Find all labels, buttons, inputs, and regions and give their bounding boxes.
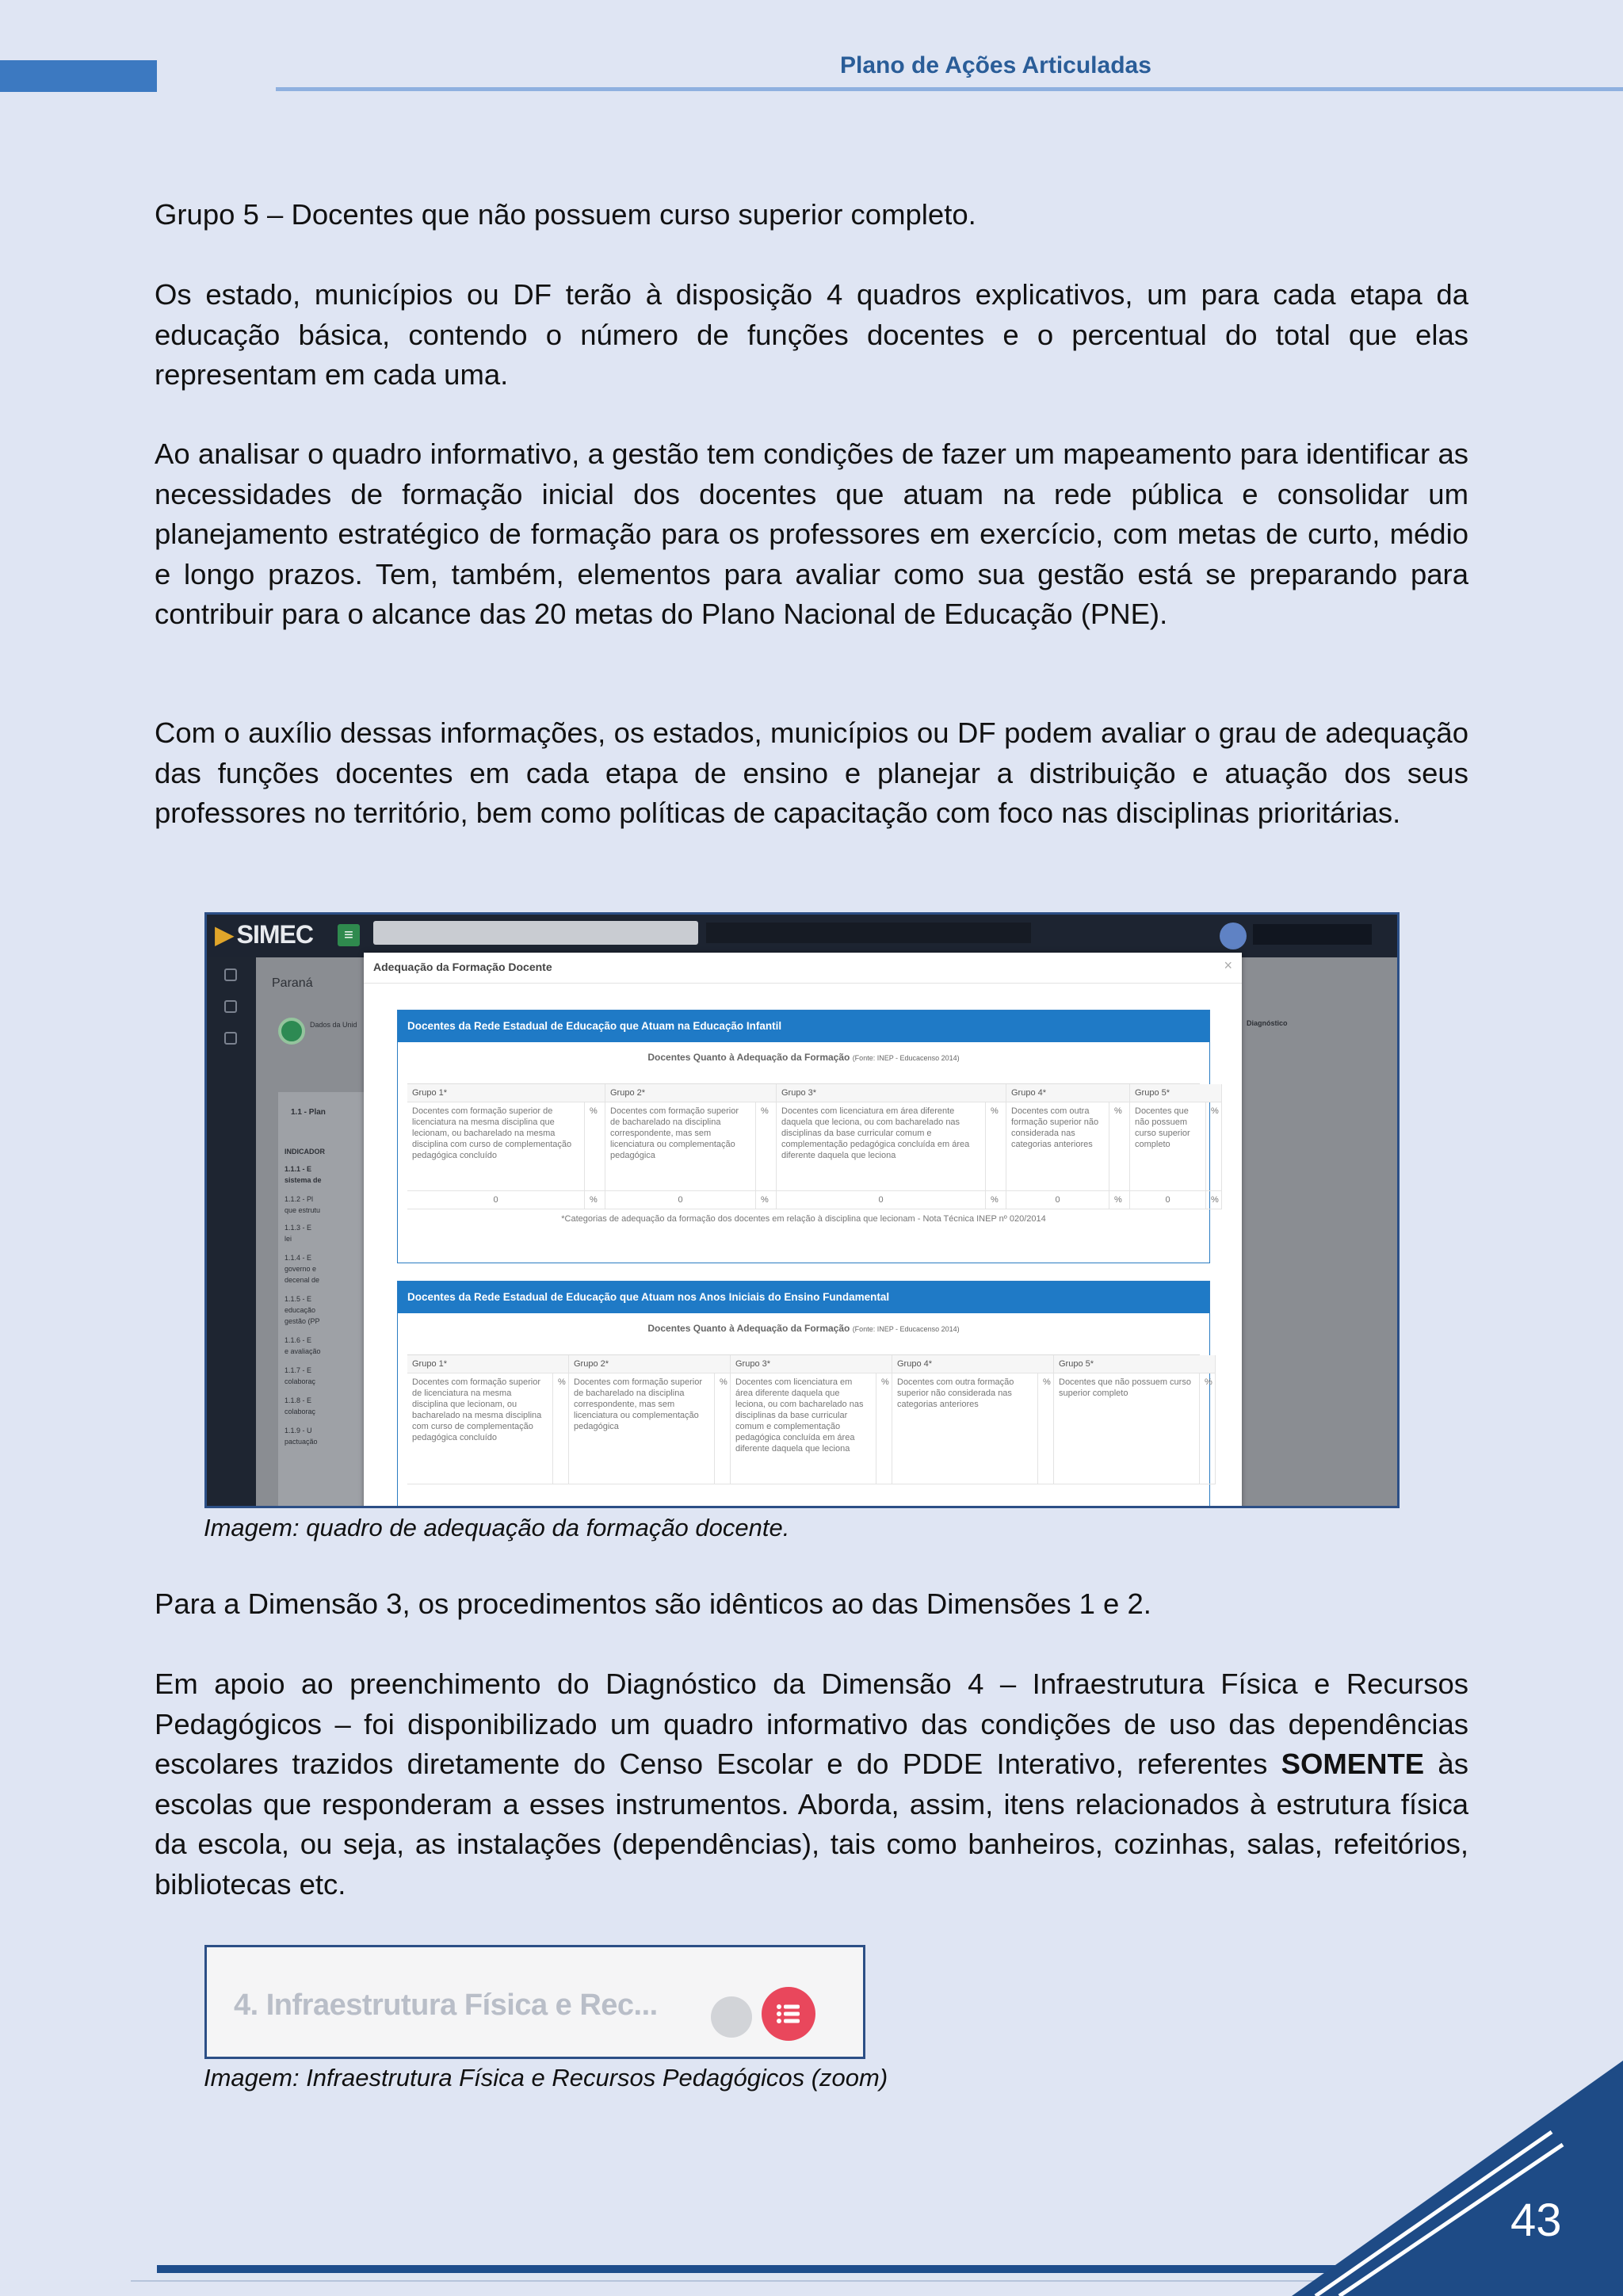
table-cell: Docentes que não possuem curso superior completo bbox=[1054, 1373, 1200, 1484]
figure-2-caption: Imagem: Infraestrutura Física e Recursos Pedagógicos (zoom) bbox=[204, 2064, 888, 2092]
bg-item: 1.1.3 - E bbox=[285, 1224, 312, 1232]
bg-item: governo e bbox=[285, 1265, 317, 1273]
bg-item: 1.1 - Plan bbox=[291, 1108, 326, 1117]
bg-item: que estrutu bbox=[285, 1206, 321, 1214]
paragraph-5: Para a Dimensão 3, os procedimentos são idênticos ao das Dimensões 1 e 2. bbox=[155, 1587, 1151, 1620]
bg-item: 1.1.6 - E bbox=[285, 1336, 312, 1344]
bg-item: 1.1.4 - E bbox=[285, 1254, 312, 1262]
table-cell: % bbox=[585, 1191, 605, 1209]
table-header: Grupo 3* bbox=[731, 1355, 892, 1373]
bg-item: 1.1.2 - Pl bbox=[285, 1195, 314, 1203]
step-label: Dados da Unid bbox=[310, 1021, 357, 1029]
bg-item: pactuação bbox=[285, 1438, 318, 1446]
table-header: Grupo 2* bbox=[569, 1355, 731, 1373]
paragraph-4: Com o auxílio dessas informações, os estados, municípios ou DF podem avaliar o grau de adequação das funções docentes em cada etapa de ensino e planejar a distribuição e atuação dos seus professores no território, bem como políticas de capacitação com foco nas disciplinas prioritárias. bbox=[155, 716, 1468, 829]
table-cell: Docentes com licenciatura em área diferente daquela que leciona, ou com bacharelado nas disciplinas da base curricular comum e complementação pedagógica concluída em área diferente daquela que leciona bbox=[731, 1373, 876, 1484]
table-cell: % bbox=[1109, 1191, 1130, 1209]
table-header: Grupo 3* bbox=[777, 1084, 1006, 1102]
simec-logo: ▶ SIMEC bbox=[215, 920, 313, 949]
table-footnote: *Categorias de adequação da formação dos docentes em relação à disciplina que lecionam - Nota Técnica INEP nº 020/2014 bbox=[561, 1214, 1046, 1224]
panel-subtitle: Docentes Quanto à Adequação da Formação (Fonte: INEP - Educacenso 2014) bbox=[647, 1323, 960, 1334]
table-cell: % bbox=[756, 1102, 777, 1191]
table-cell: % bbox=[986, 1191, 1006, 1209]
table-cell: Docentes com formação superior de licenciatura na mesma disciplina que lecionam, ou bacharelado na mesma disciplina com curso de complementação pedagógica concluído bbox=[407, 1373, 553, 1484]
table-value: 0 bbox=[605, 1191, 756, 1209]
panel-subtitle: Docentes Quanto à Adequação da Formação (Fonte: INEP - Educacenso 2014) bbox=[647, 1052, 960, 1063]
bg-item: INDICADOR bbox=[285, 1148, 325, 1156]
table-header: Grupo 5* bbox=[1054, 1355, 1216, 1373]
paragraph-2: Os estado, municípios ou DF terão à disposição 4 quadros explicativos, um para cada etapa da educação básica, contendo o número de funções docentes e o percentual do total que elas representam em cada uma. bbox=[155, 278, 1468, 391]
bg-item: gestão (PP bbox=[285, 1317, 320, 1325]
bg-item: 1.1.1 - E bbox=[285, 1165, 312, 1173]
table-cell: % bbox=[715, 1373, 731, 1484]
table-cell: % bbox=[986, 1102, 1006, 1191]
page-number: 43 bbox=[1510, 2195, 1562, 2246]
figure-1-caption: Imagem: quadro de adequação da formação docente. bbox=[204, 1514, 790, 1541]
paragraph-6: Em apoio ao preenchimento do Diagnóstico da Dimensão 4 – Infraestrutura Física e Recursos Pedagógicos – foi disponibilizado um quadro informativo das condições de uso das dependências escolares trazidos diretamente do Censo Escolar e do PDDE Interativo, referentes SOMENTE às escolas que responderam a esses instrumentos. Aborda, assim, itens relacionados à estrutura física da escola, ou seja, as instalações (dependências), tais como banheiros, cozinhas, salas, refeitórios, bibliotecas etc. bbox=[155, 1668, 1468, 1901]
table-cell: Docentes com outra formação superior não considerada nas categorias anteriores bbox=[892, 1373, 1038, 1484]
bg-item: colaboraç bbox=[285, 1408, 316, 1415]
bg-item: 1.1.5 - E bbox=[285, 1295, 312, 1303]
table-cell: % bbox=[1200, 1373, 1216, 1484]
bg-item: 1.1.7 - E bbox=[285, 1366, 312, 1374]
panel-header: Docentes da Rede Estadual de Educação que Atuam na Educação Infantil bbox=[398, 1010, 1209, 1042]
bg-item: lei bbox=[285, 1235, 292, 1243]
table-value: 0 bbox=[407, 1191, 585, 1209]
state-title: Paraná bbox=[272, 976, 313, 990]
table-cell: Docentes com licenciatura em área diferente daquela que leciona, ou com bacharelado nas disciplinas da base curricular comum e complementação pedagógica concluída em área diferente daquela que leciona bbox=[777, 1102, 986, 1191]
paragraph-1: Grupo 5 – Docentes que não possuem curso superior completo. bbox=[155, 198, 976, 231]
table-cell: % bbox=[1206, 1102, 1222, 1191]
table-cell: % bbox=[553, 1373, 569, 1484]
panel-header: Docentes da Rede Estadual de Educação que Atuam nos Anos Iniciais do Ensino Fundamental bbox=[398, 1282, 1209, 1313]
table-header: Grupo 2* bbox=[605, 1084, 777, 1102]
dimension-label[interactable]: 4. Infraestrutura Física e Rec... bbox=[234, 1988, 658, 2022]
table-cell: % bbox=[1109, 1102, 1130, 1191]
modal-title: Adequação da Formação Docente bbox=[373, 961, 552, 973]
table-cell: Docentes que não possuem curso superior completo bbox=[1130, 1102, 1206, 1191]
bg-item: e avaliação bbox=[285, 1347, 321, 1355]
table-header: Grupo 1* bbox=[407, 1355, 569, 1373]
table-value: 0 bbox=[1006, 1191, 1109, 1209]
bg-item: sistema de bbox=[285, 1176, 322, 1184]
table-cell: Docentes com formação superior de bacharelado na disciplina correspondente, mas sem licenciatura ou complementação pedagógica bbox=[605, 1102, 756, 1191]
table-cell: Docentes com formação superior de bacharelado na disciplina correspondente, mas sem licenciatura ou complementação pedagógica bbox=[569, 1373, 715, 1484]
table-cell: % bbox=[1206, 1191, 1222, 1209]
bg-item: 1.1.9 - U bbox=[285, 1427, 312, 1435]
table-cell: Docentes com formação superior de licenciatura na mesma disciplina que lecionam, ou bacharelado na mesma disciplina com curso de complementação pedagógica concluído bbox=[407, 1102, 585, 1191]
diagnostico-label: Diagnóstico bbox=[1247, 1019, 1288, 1027]
emphasis-somente: SOMENTE bbox=[1281, 1748, 1425, 1780]
close-icon[interactable]: × bbox=[1224, 957, 1232, 973]
table-header: Grupo 4* bbox=[1006, 1084, 1130, 1102]
paragraph-3: Ao analisar o quadro informativo, a gestão tem condições de fazer um mapeamento para identificar as necessidades de formação inicial dos docentes que atuam na rede pública e consolidar um planejamento estratégico de formação para os professores em exercício, com metas de curto, médio e longo prazos. Tem, também, elementos para avaliar como sua gestão está se preparando para contribuir para o alcance das 20 metas do Plano Nacional de Educação (PNE). bbox=[155, 437, 1468, 630]
bg-item: colaboraç bbox=[285, 1377, 316, 1385]
header-title: Plano de Ações Articuladas bbox=[840, 52, 1151, 78]
bg-item: 1.1.8 - E bbox=[285, 1396, 312, 1404]
menu-icon[interactable]: ≡ bbox=[338, 924, 360, 946]
table-header: Grupo 4* bbox=[892, 1355, 1054, 1373]
table-cell: % bbox=[585, 1102, 605, 1191]
table-header: Grupo 1* bbox=[407, 1084, 605, 1102]
bg-item: decenal de bbox=[285, 1276, 320, 1284]
table-cell: % bbox=[876, 1373, 892, 1484]
table-value: 0 bbox=[777, 1191, 986, 1209]
table-header: Grupo 5* bbox=[1130, 1084, 1222, 1102]
table-value: 0 bbox=[1130, 1191, 1206, 1209]
table-cell: Docentes com outra formação superior não considerada nas categorias anteriores bbox=[1006, 1102, 1109, 1191]
table-cell: % bbox=[1038, 1373, 1054, 1484]
bg-item: educação bbox=[285, 1306, 316, 1314]
table-cell: % bbox=[756, 1191, 777, 1209]
